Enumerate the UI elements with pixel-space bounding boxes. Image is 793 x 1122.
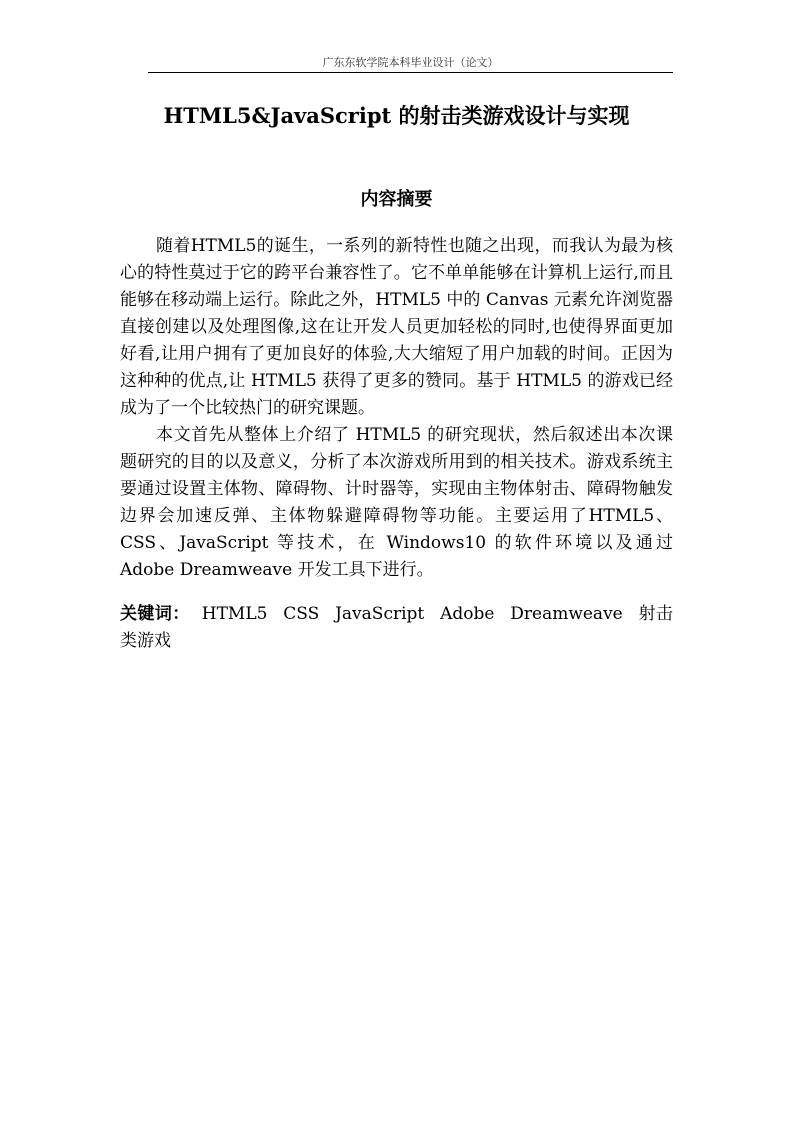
document-title: HTML5&JavaScript 的射击类游戏设计与实现: [163, 103, 630, 128]
abstract-paragraph: 随着HTML5的诞生，一系列的新特性也随之出现，而我认为最为核心的特性莫过于它的跨平台兼容性了。它不单单能够在计算机上运行,而且能够在移动端上运行。除此之外，HTML5 中的 Canvas 元素允许浏览器直接创建以及处理图像,这在让开发人员更加轻松的同时,也使得界面更加好看,让用户拥有了更加良好的体验,大大缩短了用户加载的时间。正因为这种种的优点,让 HTML5 获得了更多的赞同。基于 HTML5 的游戏已经成为了一个比较热门的研究课题。: [120, 236, 673, 418]
header-rule: [148, 72, 673, 73]
keywords-text: HTML5 CSS JavaScript Adobe Dreamweave 射击类游戏: [120, 604, 674, 651]
abstract-paragraph: 本文首先从整体上介绍了 HTML5 的研究现状，然后叙述出本次课题研究的目的以及意义，分析了本次游戏所用到的相关技术。游戏系统主要通过设置主体物、障碍物、计时器等，实现由主物体射击、障碍物触发边界会加速反弹、主体物躲避障碍物等功能。主要运用了HTML5、CSS、JavaScript 等技术，在 Windows10 的软件环境以及通过 Adobe Dreamweave 开发工具下进行。: [120, 425, 673, 580]
abstract-heading: 内容摘要: [360, 189, 433, 210]
keywords-line: [120, 601, 673, 655]
keywords-label: 关键词：: [120, 604, 190, 624]
running-header: 广东东软学院本科毕业设计（论文）: [322, 56, 499, 69]
abstract-body: [120, 233, 673, 584]
